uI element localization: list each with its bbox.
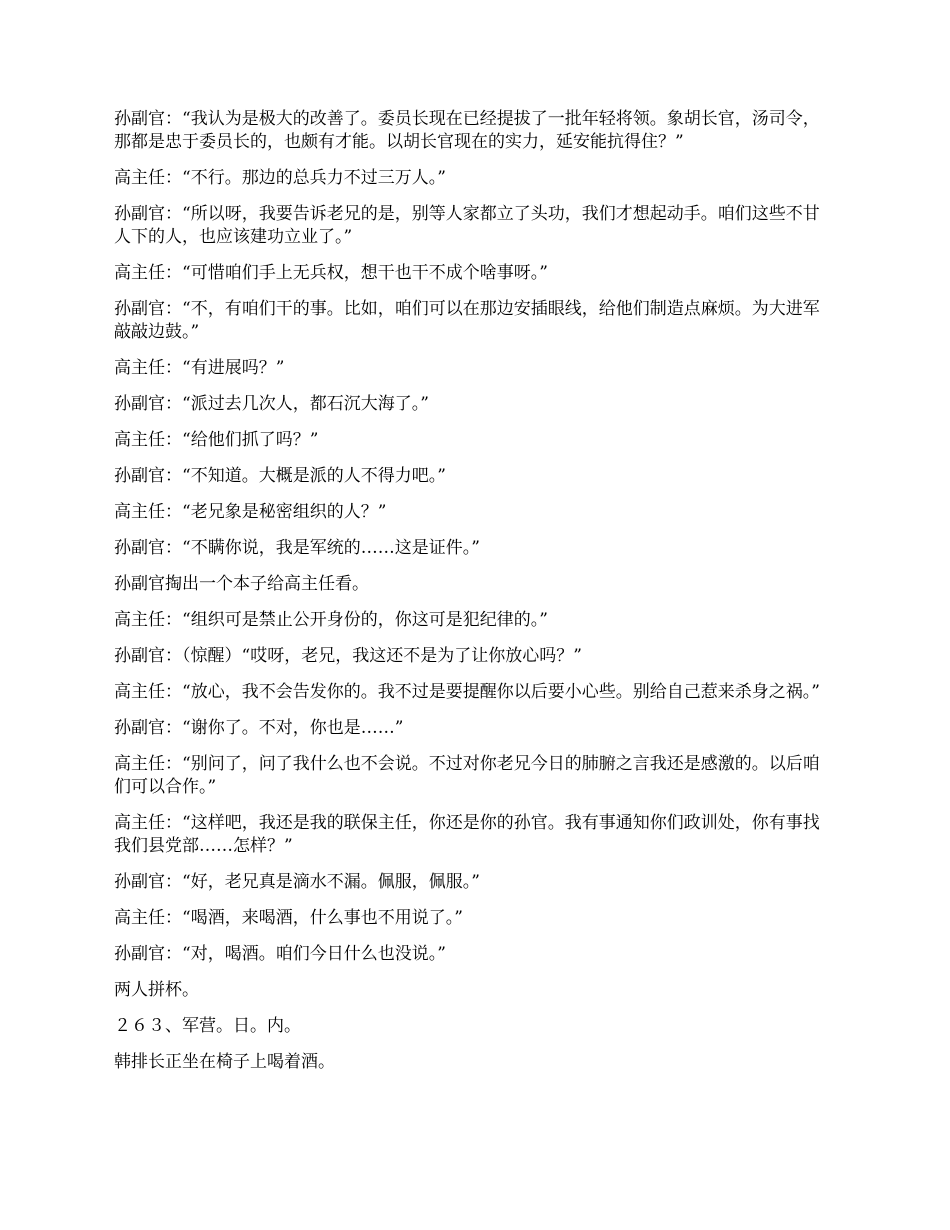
paragraph: 孙副官：“派过去几次人，都石沉大海了。”: [114, 394, 429, 414]
paragraph: 高主任：“喝酒，来喝酒，什么事也不用说了。”: [114, 908, 463, 928]
paragraph: 孙副官：“不，有咱们干的事。比如，咱们可以在那边安插眼线，给他们制造点麻烦。为大进军敲敲边鼓。”: [114, 299, 820, 342]
paragraph: 孙副官掏出一个本子给高主任看。: [114, 574, 369, 594]
paragraph: 高主任：“不行。那边的总兵力不过三万人。”: [114, 168, 446, 188]
paragraph: 孙副官：“对，喝酒。咱们今日什么也没说。”: [114, 944, 446, 964]
document-body: [114, 108, 832, 1087]
paragraph: 孙副官：“好，老兄真是滴水不漏。佩服，佩服。”: [114, 872, 480, 892]
paragraph: 高主任：“放心，我不会告发你的。我不过是要提醒你以后要小心些。别给自己惹来杀身之祸。”: [114, 682, 820, 702]
paragraph: 高主任：“可惜咱们手上无兵权，想干也干不成个啥事呀。”: [114, 263, 548, 283]
paragraph: 孙副官：（惊醒）“哎呀，老兄，我这还不是为了让你放心吗？”: [114, 646, 582, 666]
scene-heading: ２６３、军营。日。内。: [114, 1016, 301, 1036]
paragraph: 孙副官：“我认为是极大的改善了。委员长现在已经提拔了一批年轻将领。象胡长官，汤司令，那都是忠于委员长的，也颇有才能。以胡长官现在的实力，延安能抗得住？”: [114, 109, 820, 152]
paragraph: 韩排长正坐在椅子上喝着酒。: [114, 1052, 335, 1072]
paragraph: 两人拼杯。: [114, 980, 199, 1000]
paragraph: 孙副官：“不瞒你说，我是军统的……这是证件。”: [114, 538, 480, 558]
paragraph: 孙副官：“不知道。大概是派的人不得力吧。”: [114, 466, 446, 486]
paragraph: 孙副官：“所以呀，我要告诉老兄的是，别等人家都立了头功，我们才想起动手。咱们这些不甘人下的人，也应该建功立业了。”: [114, 204, 820, 247]
paragraph: 高主任：“给他们抓了吗？”: [114, 430, 319, 450]
paragraph: 高主任：“老兄象是秘密组织的人？”: [114, 502, 387, 522]
paragraph: 高主任：“别问了，问了我什么也不会说。不过对你老兄今日的肺腑之言我还是感激的。以后咱们可以合作。”: [114, 754, 820, 797]
paragraph: 孙副官：“谢你了。不对，你也是……”: [114, 718, 404, 738]
paragraph: 高主任：“有进展吗？”: [114, 358, 285, 378]
paragraph: 高主任：“这样吧，我还是我的联保主任，你还是你的孙官。我有事通知你们政训处，你有事找我们县党部……怎样？”: [114, 813, 820, 856]
paragraph: 高主任：“组织可是禁止公开身份的，你这可是犯纪律的。”: [114, 610, 548, 630]
